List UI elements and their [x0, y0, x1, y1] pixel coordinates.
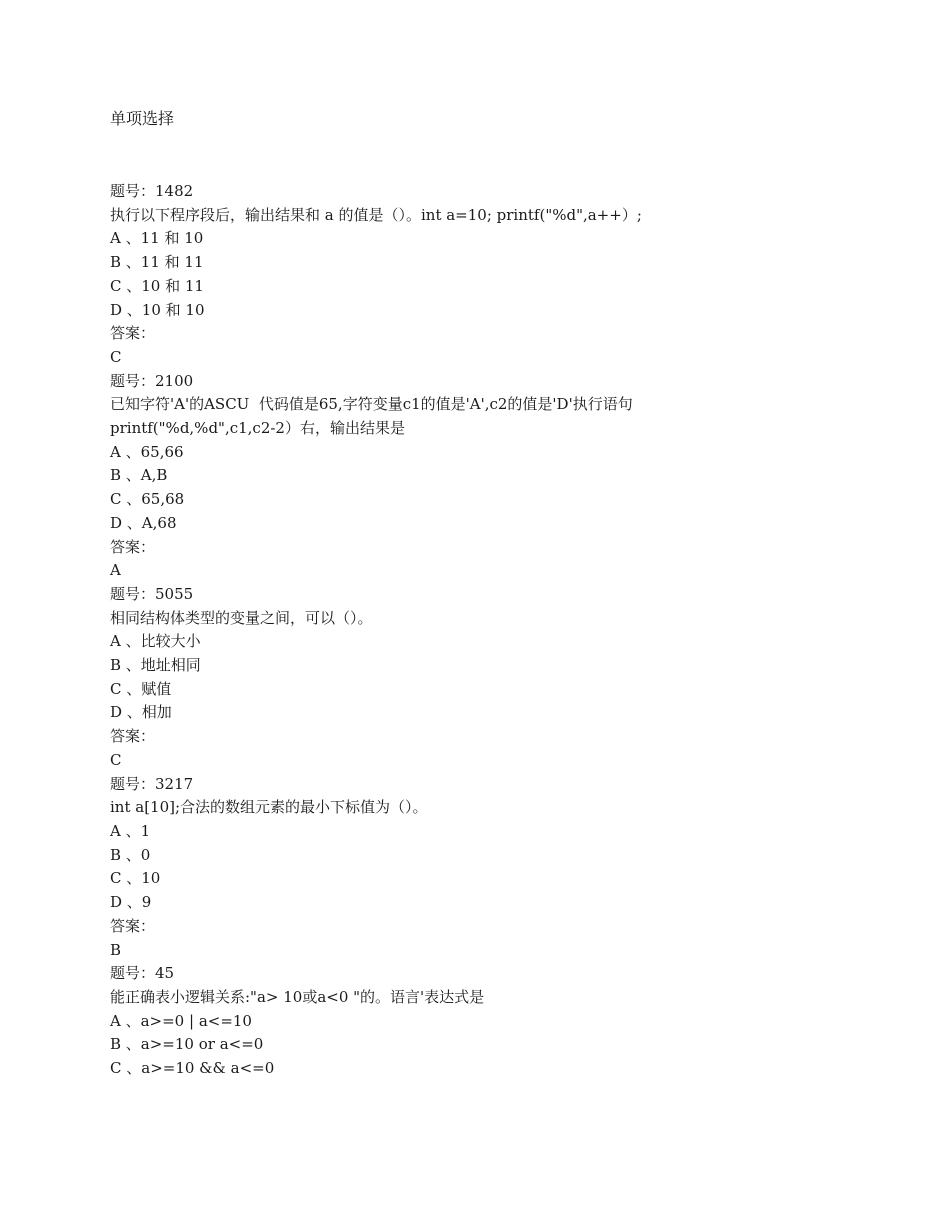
option-a: A 、a>=0 | a<=10 — [110, 1011, 252, 1030]
question-stem: 能正确表小逻辑关系:"a> 10或a<0 "的。语言'表达式是 — [110, 987, 485, 1006]
answer-value: C — [110, 347, 122, 366]
section-title: 单项选择 — [110, 109, 175, 128]
answer-label: 答案： — [110, 916, 156, 935]
question-stem-continued: printf("%d,%d",c1,c2-2）右，输出结果是 — [110, 419, 405, 438]
question-2 — [110, 370, 910, 583]
option-d: D 、相加 — [110, 703, 172, 722]
question-number: 题号：5055 — [110, 584, 194, 603]
question-3 — [110, 583, 910, 773]
option-b: B 、11 和 11 — [110, 253, 204, 272]
question-number: 题号：1482 — [110, 182, 194, 200]
option-d: D 、10 和 10 — [110, 300, 205, 319]
option-a: A 、比较大小 — [110, 632, 201, 651]
answer-label: 答案： — [110, 727, 156, 746]
option-d: D 、A,68 — [110, 513, 177, 532]
option-c: C 、65,68 — [110, 490, 185, 509]
option-c: C 、10 和 11 — [110, 276, 204, 295]
option-c: C 、赋值 — [110, 679, 172, 698]
option-a: A 、1 — [110, 821, 151, 840]
option-b: B 、0 — [110, 845, 151, 864]
answer-value: B — [110, 940, 122, 959]
answer-label: 答案： — [110, 324, 156, 343]
option-b: B 、地址相同 — [110, 656, 201, 675]
option-a: A 、11 和 10 — [110, 229, 204, 248]
question-5 — [110, 962, 910, 1081]
answer-value: A — [110, 561, 121, 580]
question-stem: 已知字符'A'的ASCU 代码值是65,字符变量c1的值是'A',c2的值是'D'执行语句 — [110, 395, 633, 414]
option-b: B 、a>=10 or a<=0 — [110, 1035, 264, 1054]
option-d: D 、9 — [110, 893, 152, 912]
question-list — [110, 180, 910, 1081]
question-stem: 相同结构体类型的变量之间，可以（）。 — [110, 608, 373, 627]
answer-value: C — [110, 750, 122, 769]
question-number: 题号：2100 — [110, 371, 194, 390]
answer-label: 答案： — [110, 537, 156, 556]
question-stem: 执行以下程序段后，输出结果和 a 的值是（）。int a=10; printf("%d",a++）; — [110, 205, 642, 224]
question-stem: int a[10];合法的数组元素的最小下标值为（）。 — [110, 798, 428, 817]
option-c: C 、a>=10 && a<=0 — [110, 1059, 275, 1078]
option-b: B 、A,B — [110, 466, 168, 485]
question-4 — [110, 773, 910, 963]
question-1 — [110, 180, 910, 370]
question-number: 题号：45 — [110, 964, 175, 983]
question-number: 题号：3217 — [110, 774, 194, 793]
option-a: A 、65,66 — [110, 442, 184, 461]
option-c: C 、10 — [110, 869, 161, 888]
